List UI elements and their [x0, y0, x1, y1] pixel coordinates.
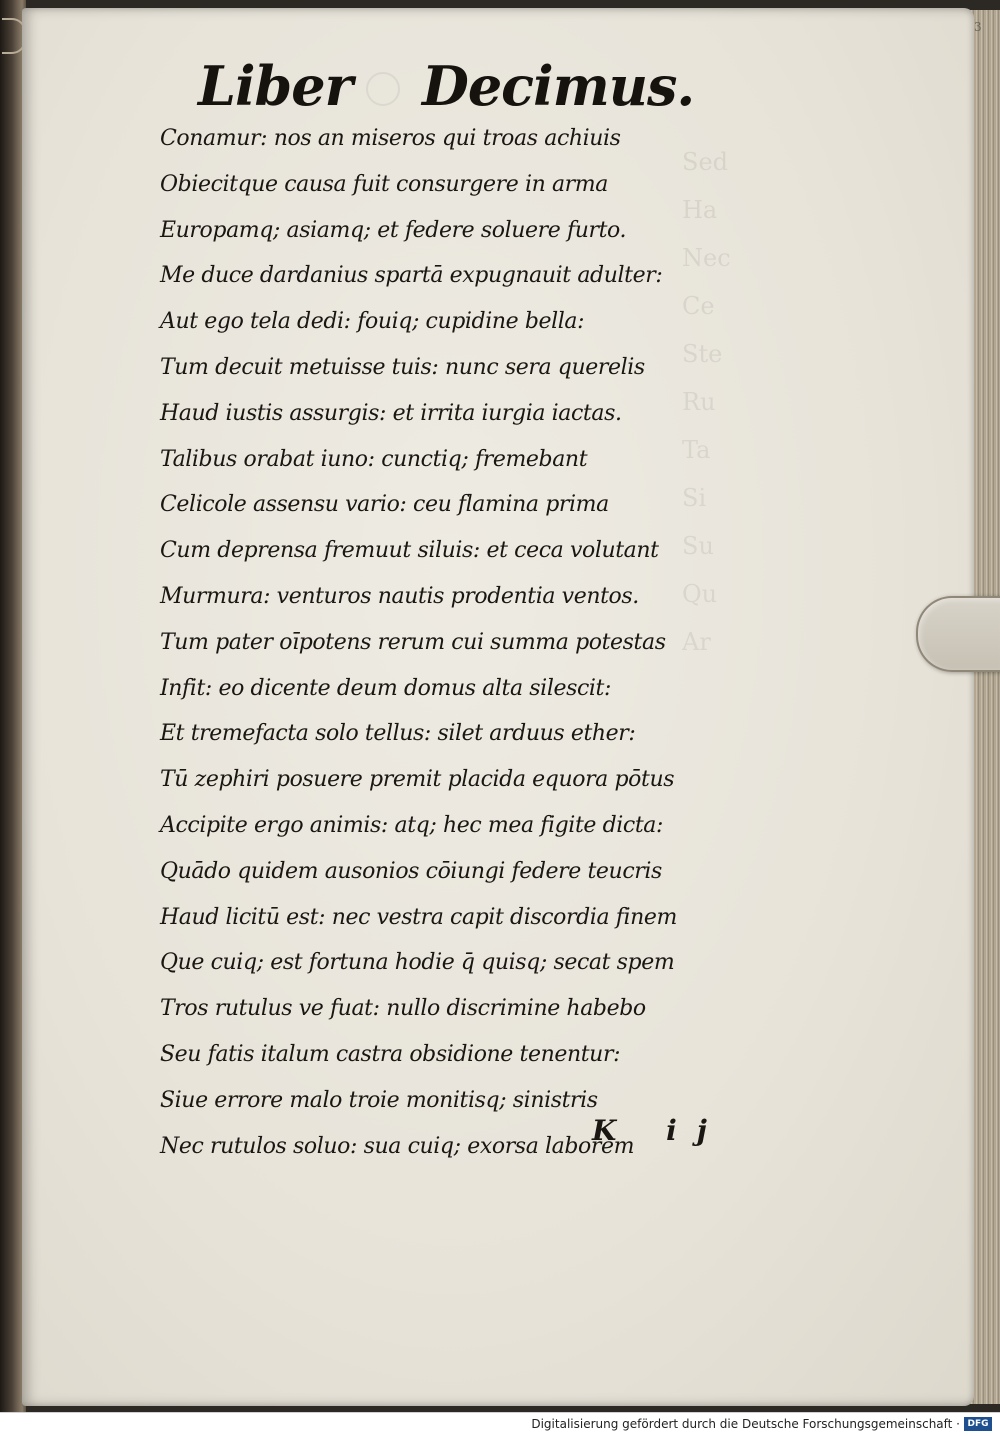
verse-line: Haud licitū est: nec vestra capit discordia finem [160, 904, 677, 930]
book-clasp [916, 596, 1000, 672]
verse-list [160, 116, 680, 1169]
verse-line: Murmura: venturos nautis prodentia ventos. [160, 583, 639, 609]
page-heading [198, 54, 695, 118]
dfg-logo[interactable]: DFG [964, 1417, 992, 1431]
verse-line: Europamq; asiamq; et federe soluere furto. [160, 217, 627, 243]
verse-line: Siue errore malo troie monitisq; sinistris [160, 1087, 598, 1113]
verse-line: Infit: eo dicente deum domus alta silescit: [160, 675, 611, 701]
signature-mark: K ij [592, 1114, 727, 1147]
verse-line: Aut ego tela dedi: fouiq; cupidine bella: [160, 309, 585, 335]
verse-line: Quādo quidem ausonios cōiungi federe teucris [160, 858, 662, 884]
faint-bleed-mark [366, 72, 400, 106]
verse-line: Cum deprensa fremuut siluis: et ceca volutant [160, 538, 659, 564]
show-through-text: Sed Ha Nec Ce Ste Ru Ta Si Su Qu Ar [682, 148, 731, 656]
verse-line: Tum decuit metuisse tuis: nunc sera querelis [160, 354, 645, 380]
verse-line: Que cuiq; est fortuna hodie q̄ quisq; secat spem [160, 950, 675, 976]
verse-line: Tū zephiri posuere premit placida equora pōtus [160, 767, 675, 793]
verse-line: Haud iustis assurgis: et irrita iurgia iactas. [160, 400, 622, 426]
verse-line: Et tremefacta solo tellus: silet arduus ether: [160, 721, 636, 747]
verse-line: Obiecitque causa fuit consurgere in arma [160, 171, 608, 197]
verse-line: Me duce dardanius spartā expugnauit adulter: [160, 263, 663, 289]
verse-line: Celicole assensu vario: ceu flamina prima [160, 492, 609, 518]
verse-line: Conamur: nos an miseros qui troas achiuis [160, 126, 621, 151]
page-edges [970, 10, 1000, 1404]
heading-liber: Liber [198, 54, 353, 118]
verse-line: Seu fatis italum castra obsidione tenentur: [160, 1041, 621, 1067]
verse-line: Tum pater oīpotens rerum cui summa potestas [160, 629, 666, 655]
verse-line: Accipite ergo animis: atq; hec mea figite dicta: [160, 812, 664, 838]
verse-line: Tros rutulus ve fuat: nullo discrimine habebo [160, 996, 646, 1022]
verse-line: Nec rutulos soluo: sua cuiq; exorsa laborem [160, 1133, 635, 1159]
heading-decimus: Decimus. [422, 54, 695, 118]
funding-credit: Digitalisierung gefördert durch die Deutsche Forschungsgemeinschaft · [531, 1417, 960, 1431]
footer-bar [0, 1412, 1000, 1436]
verse-line: Talibus orabat iuno: cunctiq; fremebant [160, 446, 588, 472]
page-number: 3 [974, 20, 982, 34]
